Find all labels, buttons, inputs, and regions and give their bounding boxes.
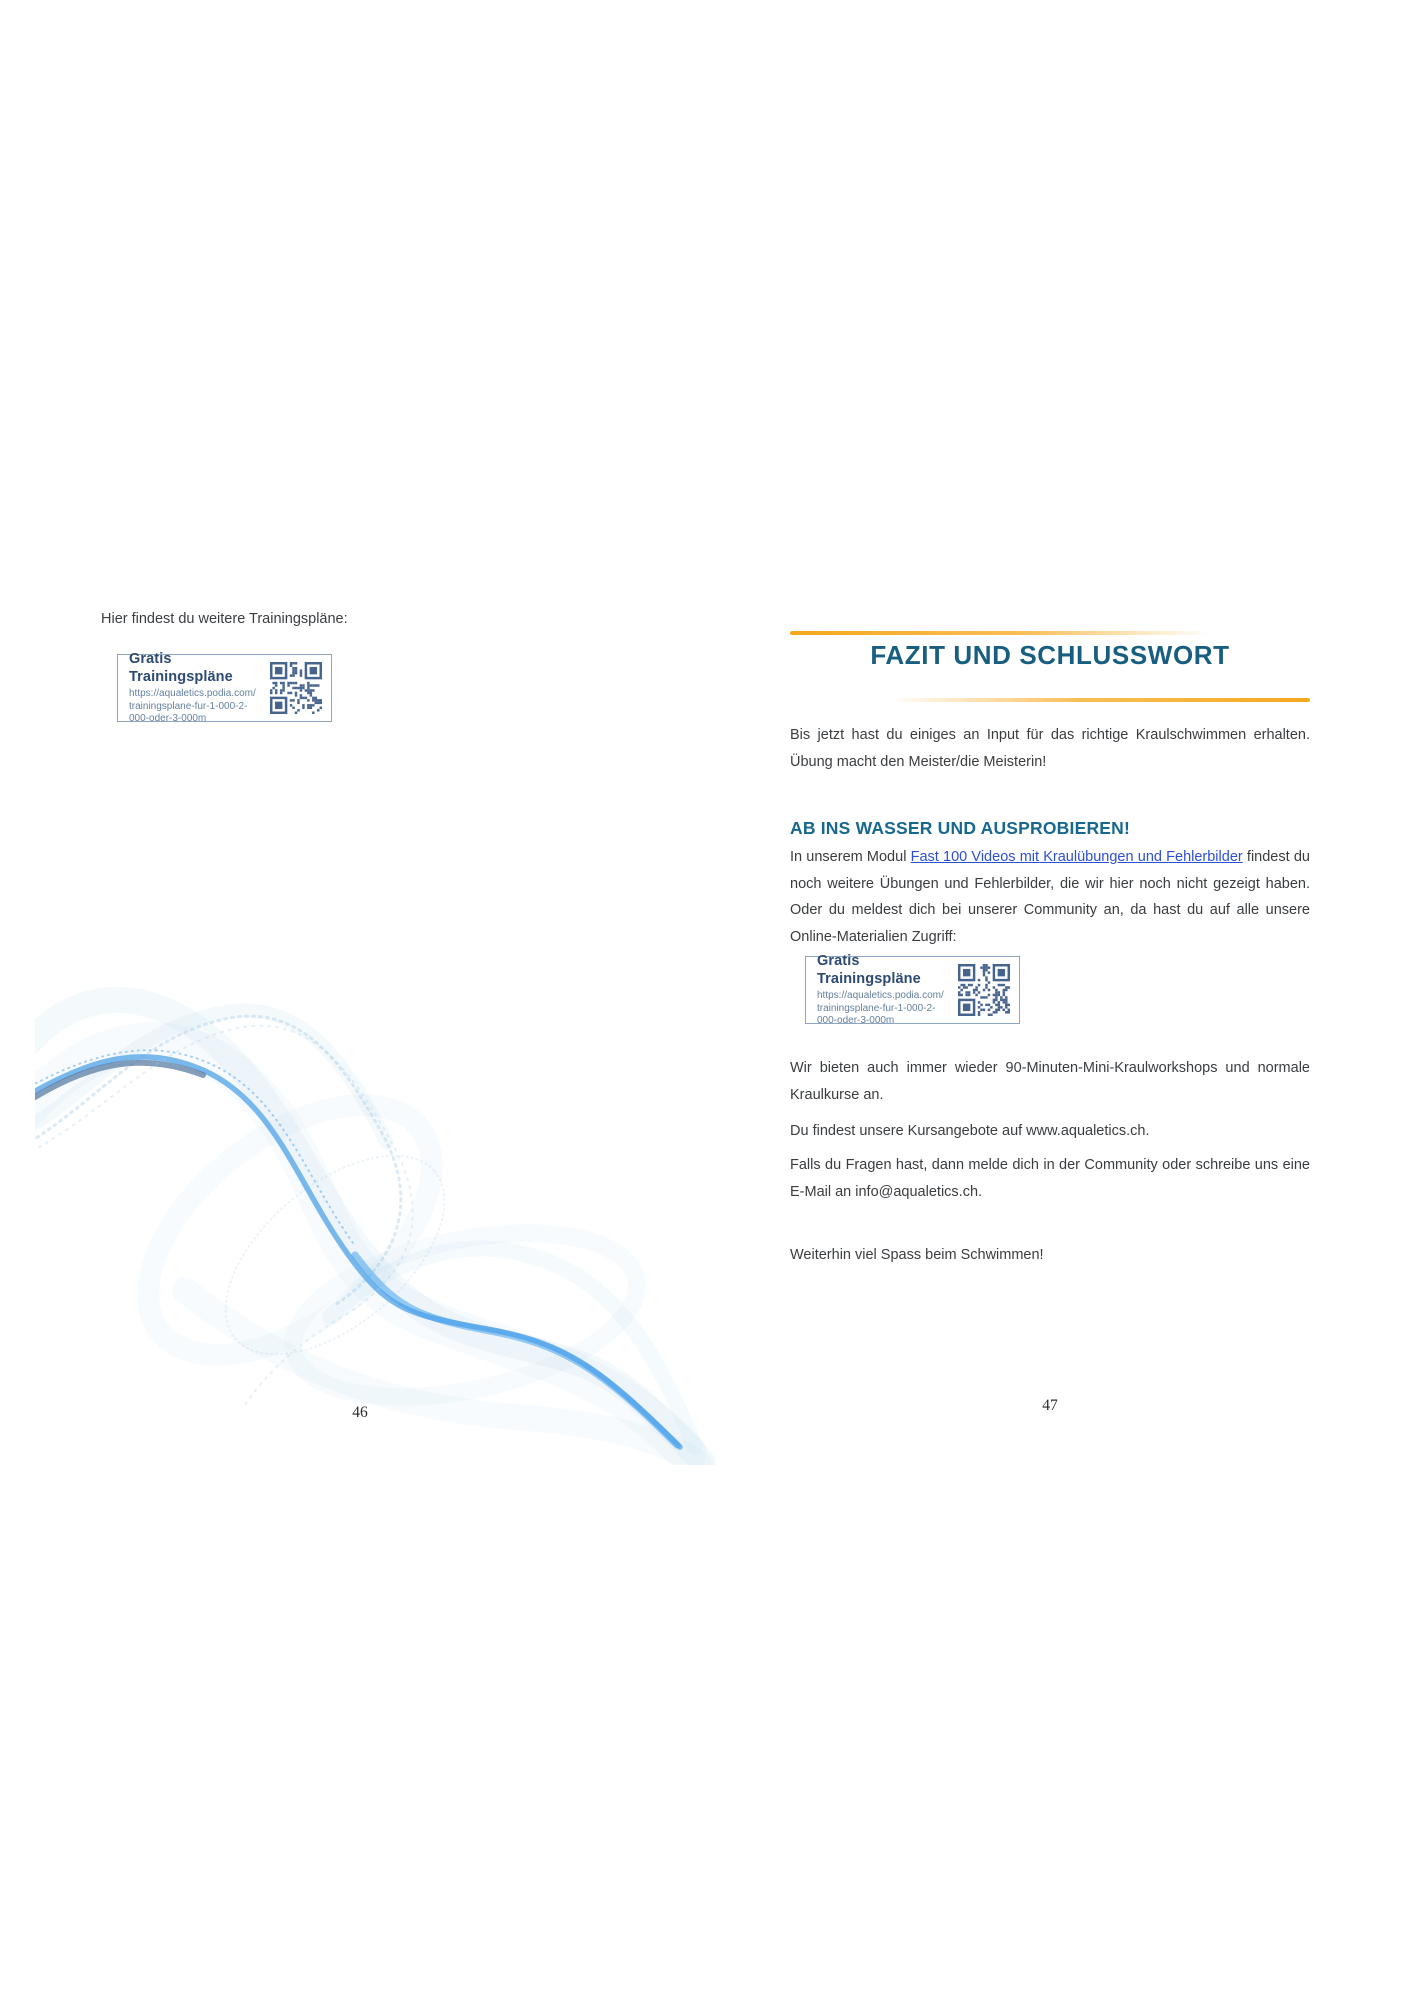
paragraph-closing: Weiterhin viel Spass beim Schwimmen!: [790, 1247, 1044, 1263]
page-number-right: 47: [1042, 1397, 1058, 1414]
paragraph-modul-prefix: In unserem Modul: [790, 849, 911, 865]
qr-card-url-line3: 000-oder-3-000m: [129, 713, 207, 725]
chapter-title: FAZIT UND SCHLUSSWORT: [870, 640, 1230, 670]
qr-card-text: [129, 650, 259, 726]
videos-module-link[interactable]: Fast 100 Videos mit Kraulübungen und Fehlerbilder: [910, 849, 1243, 865]
qr-card-left: [117, 651, 332, 725]
qr-card-title: Gratis Trainingspläne: [129, 651, 233, 686]
qr-card-url-line1: https://aqualetics.podia.com/: [817, 990, 944, 1002]
paragraph-workshops: Wir bieten auch immer wieder 90-Minuten-Mini-Kraulworkshops und normale Kraulkurse an.: [790, 1060, 1310, 1103]
section-subheading: AB INS WASSER UND AUSPROBIEREN!: [790, 818, 1131, 838]
heading-rule-top: [790, 631, 1210, 635]
qr-card-url-line2: trainingsplane-fur-1-000-2-: [817, 1002, 936, 1014]
qr-code-icon: [958, 964, 1010, 1016]
qr-card-title: Gratis Trainingspläne: [817, 953, 921, 988]
paragraph-intro: Bis jetzt hast du einiges an Input für das richtige Kraulschwimmen erhalten. Übung macht den Meister/die Meisterin!: [790, 727, 1310, 770]
qr-card-url-line2: trainingsplane-fur-1-000-2-: [129, 700, 248, 712]
heading-rule-bottom: [890, 698, 1310, 702]
wave-graphic: [35, 985, 715, 1465]
qr-card-url-line1: https://aqualetics.podia.com/: [129, 688, 256, 700]
left-intro-text: Hier findest du weitere Trainingspläne:: [101, 611, 348, 627]
page-number-left: 46: [352, 1404, 368, 1421]
qr-card-right: [805, 953, 1020, 1027]
paragraph-modul-suffix: findest du noch weitere Übungen und Fehlerbilder, die wir hier noch nicht gezeigt haben. Oder du meldest dich bei unserer Community an, da hast du auf alle unsere Online-Materialien Zugriff:: [790, 849, 1310, 945]
right-page-column: [790, 0, 1310, 1500]
qr-card-text: [817, 952, 947, 1028]
paragraph-questions: Falls du Fragen hast, dann melde dich in der Community oder schreibe uns eine E-Mail an info@aqualetics.ch.: [790, 1157, 1310, 1200]
qr-code-icon: [270, 662, 322, 714]
paragraph-modul: [790, 844, 1310, 950]
paragraph-courses: Du findest unsere Kursangebote auf www.aqualetics.ch.: [790, 1123, 1150, 1139]
qr-card-url-line3: 000-oder-3-000m: [817, 1015, 895, 1027]
